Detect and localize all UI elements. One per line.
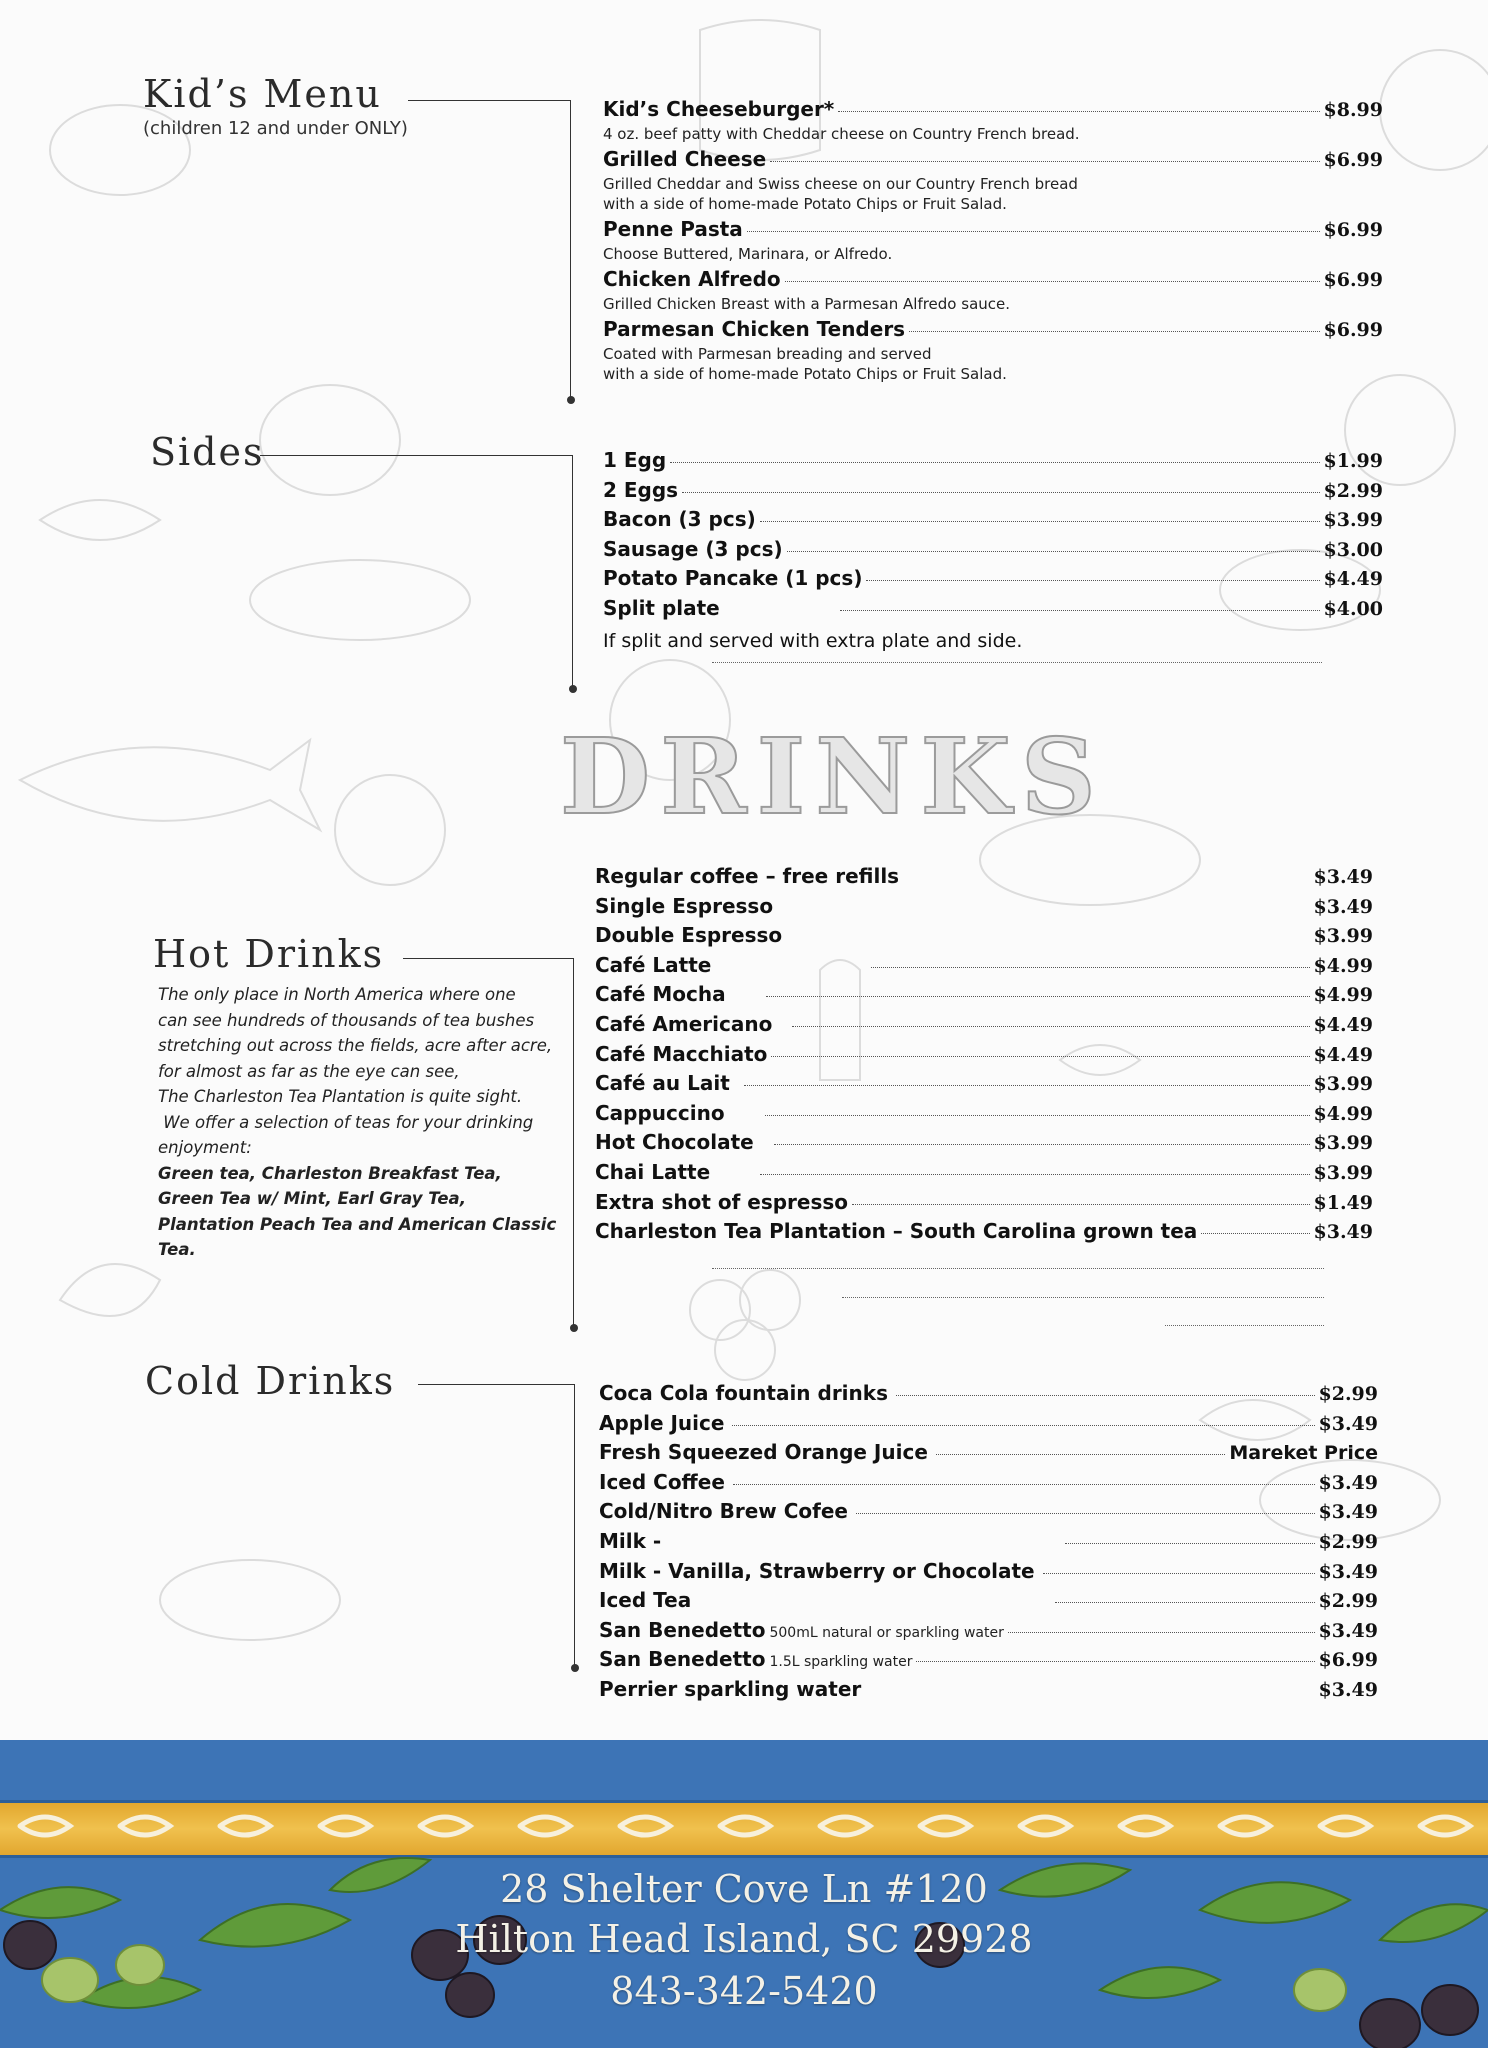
item-name: San Benedetto <box>599 1617 766 1642</box>
item-price: $4.99 <box>1313 984 1373 1007</box>
dot-leader <box>770 161 1319 162</box>
dot-leader <box>1165 1325 1324 1326</box>
dot-leader <box>787 551 1320 552</box>
item-price: $1.99 <box>1323 450 1383 472</box>
cold-drinks-items <box>599 1381 1378 1707</box>
item-name: Fresh Squeezed Orange Juice <box>599 1440 928 1465</box>
dot-leader <box>838 111 1319 112</box>
item-price: $2.99 <box>1323 479 1383 502</box>
dot-leader <box>744 1085 1310 1086</box>
item-price: $6.99 <box>1323 319 1383 341</box>
menu-item <box>595 923 1373 953</box>
dot-leader <box>852 1204 1309 1205</box>
dot-leader <box>682 492 1319 493</box>
menu-item <box>599 1529 1378 1559</box>
item-name: Café Latte <box>595 952 712 977</box>
item-price: $6.99 <box>1318 1649 1378 1672</box>
dot-leader <box>936 1454 1225 1455</box>
dot-leader <box>842 1297 1324 1298</box>
item-name: Potato Pancake (1 pcs) <box>603 566 863 591</box>
dot-leader <box>733 1484 1315 1485</box>
item-price: $3.49 <box>1313 1221 1373 1244</box>
item-name: Chai Latte <box>595 1159 711 1184</box>
item-name: Parmesan Chicken Tenders <box>603 317 906 341</box>
tea-list-line: Green tea, Charleston Breakfast Tea, <box>158 1163 502 1183</box>
cold-drinks-title: Cold Drinks <box>145 1359 396 1403</box>
item-description: Choose Buttered, Marinara, or Alfredo. <box>603 245 893 263</box>
dot-leader <box>896 1395 1315 1396</box>
dot-leader <box>765 1115 1310 1116</box>
item-price: $2.99 <box>1318 1383 1378 1405</box>
kids-menu-items <box>603 97 1383 387</box>
menu-item <box>603 217 1383 264</box>
item-name: Milk - <box>599 1528 662 1553</box>
tea-plantation-description <box>158 982 578 1263</box>
item-description: Coated with Parmesan breading and served <box>603 345 932 363</box>
menu-item <box>599 1559 1378 1589</box>
sides-items <box>603 448 1383 652</box>
item-price: $3.49 <box>1318 1678 1378 1701</box>
item-description: Grilled Chicken Breast with a Parmesan Alfredo sauce. <box>603 295 1011 313</box>
menu-item <box>603 537 1383 567</box>
description-line: The only place in North America where one <box>158 985 516 1004</box>
item-price: $2.99 <box>1318 1590 1378 1613</box>
item-name: San Benedetto <box>599 1647 766 1672</box>
menu-item <box>599 1499 1378 1529</box>
item-price: $8.99 <box>1323 99 1383 121</box>
dot-leader <box>747 231 1320 232</box>
dot-leader <box>712 1268 1324 1269</box>
menu-item <box>599 1647 1378 1677</box>
dot-leader <box>840 610 1320 611</box>
item-name: Cappuccino <box>595 1100 725 1125</box>
dot-leader <box>856 1513 1315 1514</box>
item-price: $6.99 <box>1323 269 1383 291</box>
description-line: The Charleston Tea Plantation is quite sight. <box>158 1087 523 1106</box>
item-name: Milk - Vanilla, Strawberry or Chocolate <box>599 1558 1035 1583</box>
dot-leader <box>1008 1632 1315 1633</box>
menu-item <box>595 1219 1373 1249</box>
item-name: Bacon (3 pcs) <box>603 507 756 532</box>
menu-item <box>595 894 1373 924</box>
dot-leader <box>712 662 1322 663</box>
item-name: Single Espresso <box>595 893 774 918</box>
tea-list-line: Green Tea w/ Mint, Earl Gray Tea, <box>158 1189 466 1208</box>
menu-item <box>599 1588 1378 1618</box>
item-price: $3.49 <box>1318 1412 1378 1435</box>
item-price: $3.00 <box>1323 538 1383 561</box>
item-name: Iced Coffee <box>599 1469 725 1494</box>
item-price: $3.49 <box>1318 1501 1378 1524</box>
kids-menu-title: Kid’s Menu <box>143 72 382 116</box>
menu-item <box>595 982 1373 1012</box>
menu-item <box>599 1618 1378 1648</box>
menu-item <box>599 1411 1378 1441</box>
description-line: enjoyment: <box>158 1138 252 1157</box>
menu-item <box>603 317 1383 384</box>
item-name: Café Americano <box>595 1011 773 1036</box>
description-line: can see hundreds of thousands of tea bushes <box>158 1010 535 1030</box>
menu-item <box>599 1381 1378 1411</box>
dot-leader <box>766 996 1310 997</box>
dot-leader <box>774 1144 1310 1145</box>
split-plate-note: If split and served with extra plate and side. <box>603 629 1023 652</box>
item-name: Grilled Cheese <box>603 147 767 171</box>
kids-menu-subtitle: (children 12 and under ONLY) <box>143 118 408 139</box>
item-price: $3.49 <box>1318 1560 1378 1583</box>
item-price: $3.99 <box>1313 1073 1373 1096</box>
item-name: Perrier sparkling water <box>599 1676 862 1701</box>
item-note: 500mL natural or sparkling water <box>769 1624 1004 1641</box>
item-price: $3.49 <box>1318 1619 1378 1642</box>
item-price: $6.99 <box>1323 219 1383 241</box>
dot-leader <box>1043 1573 1315 1574</box>
item-price: $4.49 <box>1323 568 1383 591</box>
dot-leader <box>771 1056 1309 1057</box>
item-name: 2 Eggs <box>603 477 679 502</box>
item-name: Iced Tea <box>599 1588 692 1613</box>
menu-item <box>595 1190 1373 1220</box>
menu-item <box>603 507 1383 537</box>
menu-item <box>603 478 1383 508</box>
menu-item <box>595 1071 1373 1101</box>
dot-leader <box>866 580 1319 581</box>
menu-item <box>595 1042 1373 1072</box>
dot-leader <box>1065 1543 1314 1544</box>
item-name: Café Macchiato <box>595 1041 768 1066</box>
item-name: Charleston Tea Plantation – South Carolina grown tea <box>595 1219 1198 1244</box>
item-price: $4.00 <box>1323 597 1383 620</box>
item-name: Extra shot of espresso <box>595 1189 849 1214</box>
menu-item <box>599 1470 1378 1500</box>
menu-item <box>603 566 1383 596</box>
dot-leader <box>785 281 1320 282</box>
address-line-2: Hilton Head Island, SC 29928 <box>455 1917 1033 1961</box>
hot-drinks-title: Hot Drinks <box>153 932 385 976</box>
item-description: 4 oz. beef patty with Cheddar cheese on Country French bread. <box>603 125 1080 143</box>
footer-banner <box>0 1740 1488 2048</box>
menu-item <box>603 147 1383 214</box>
dot-leader <box>1055 1602 1314 1603</box>
item-price: $3.99 <box>1313 1132 1373 1155</box>
item-price: $4.99 <box>1313 1102 1373 1125</box>
sides-title: Sides <box>150 430 265 474</box>
dot-leader <box>1201 1233 1309 1234</box>
tea-list-line: Plantation Peach Tea and American Classic Tea. <box>158 1214 557 1259</box>
item-price: $3.49 <box>1313 895 1373 918</box>
item-description: with a side of home-made Potato Chips or Fruit Salad. <box>603 195 1007 213</box>
phone-number: 843-342-5420 <box>610 1969 878 2013</box>
menu-item <box>599 1440 1378 1470</box>
item-price: $3.99 <box>1313 925 1373 948</box>
item-name: Coca Cola fountain drinks <box>599 1381 888 1405</box>
item-description: with a side of home-made Potato Chips or Fruit Salad. <box>603 365 1007 383</box>
description-line: for almost as far as the eye can see, <box>158 1061 460 1081</box>
address-line-1: 28 Shelter Cove Ln #120 <box>500 1867 988 1911</box>
item-name: Sausage (3 pcs) <box>603 536 783 561</box>
item-price: $4.49 <box>1313 1043 1373 1066</box>
item-name: Regular coffee – free refills <box>595 864 900 888</box>
dot-leader <box>760 1174 1309 1175</box>
drinks-heading: DRINKS <box>560 715 1106 838</box>
item-name: Chicken Alfredo <box>603 267 781 291</box>
item-note: 1.5L sparkling water <box>769 1654 913 1671</box>
description-line: We offer a selection of teas for your drinking <box>158 1112 534 1132</box>
menu-item <box>603 448 1383 478</box>
sides-connector <box>260 455 573 688</box>
item-price: $4.49 <box>1313 1013 1373 1036</box>
dot-leader <box>792 1026 1309 1027</box>
item-price: $3.49 <box>1313 866 1373 888</box>
item-name: 1 Egg <box>603 448 667 472</box>
item-price: $3.99 <box>1323 509 1383 532</box>
menu-item <box>595 864 1373 894</box>
item-price: Mareket Price <box>1229 1442 1378 1465</box>
kids-menu-connector <box>408 100 571 399</box>
dot-leader <box>760 521 1320 522</box>
item-name: Apple Juice <box>599 1410 725 1435</box>
item-price: $2.99 <box>1318 1530 1378 1553</box>
item-name: Split plate <box>603 595 720 620</box>
dot-leader <box>916 1661 1314 1662</box>
menu-item <box>603 97 1383 144</box>
dot-leader <box>871 967 1309 968</box>
description-line: stretching out across the fields, acre after acre, <box>158 1036 553 1055</box>
item-name: Café au Lait <box>595 1071 730 1096</box>
item-name: Cold/Nitro Brew Cofee <box>599 1499 848 1524</box>
menu-item <box>595 953 1373 983</box>
menu-item <box>603 596 1383 626</box>
hot-drinks-items <box>595 864 1373 1249</box>
menu-item <box>595 1160 1373 1190</box>
item-name: Hot Chocolate <box>595 1130 754 1155</box>
item-name: Double Espresso <box>595 923 783 948</box>
item-price: $6.99 <box>1323 149 1383 171</box>
item-price: $3.99 <box>1313 1161 1373 1184</box>
menu-item <box>595 1012 1373 1042</box>
item-price: $1.49 <box>1313 1191 1373 1214</box>
menu-item <box>603 267 1383 314</box>
item-description: Grilled Cheddar and Swiss cheese on our Country French bread <box>603 175 1078 193</box>
dot-leader <box>670 462 1319 463</box>
item-price: $3.49 <box>1318 1471 1378 1494</box>
dot-leader <box>732 1425 1314 1426</box>
dot-leader <box>909 331 1319 332</box>
menu-item <box>599 1677 1378 1707</box>
menu-item <box>595 1130 1373 1160</box>
item-name: Kid’s Cheeseburger* <box>603 97 835 121</box>
item-price: $4.99 <box>1313 954 1373 977</box>
item-name: Penne Pasta <box>603 217 743 241</box>
menu-item <box>595 1101 1373 1131</box>
cold-drinks-connector <box>418 1384 575 1667</box>
item-name: Café Mocha <box>595 982 726 1007</box>
